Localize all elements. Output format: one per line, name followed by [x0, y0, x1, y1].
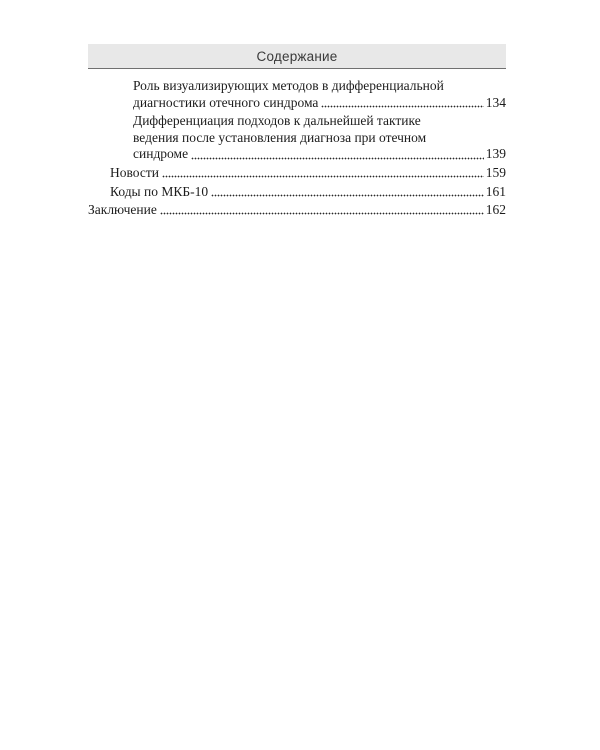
toc-entry [88, 184, 506, 201]
toc-entry-last-line [88, 202, 506, 219]
toc-entry [88, 113, 506, 163]
running-header-title: Содержание [256, 49, 338, 64]
toc-entry-text-line: ведения после установления диагноза при отечном [133, 129, 427, 145]
dot-leader [162, 165, 484, 182]
dot-leader [321, 95, 483, 112]
toc-entry-page-number: 161 [485, 183, 506, 199]
toc-entry-page-number: 134 [485, 94, 506, 110]
toc-entry-text-line: Роль визуализирующих методов в дифференциальной [133, 78, 444, 93]
toc-entry-text: синдроме [133, 146, 189, 162]
toc-entry-last-line [110, 165, 506, 182]
toc-entry-text: Коды по МКБ-10 [110, 183, 209, 199]
table-of-contents [88, 78, 506, 219]
toc-entry-last-line [110, 184, 506, 201]
toc-entry-text: диагностики отечного синдрома [133, 94, 319, 110]
toc-entry-last-line [133, 146, 506, 163]
toc-entry-text: Заключение [88, 202, 157, 218]
toc-entry-text-line: Дифференциация подходов к дальнейшей тактике [133, 113, 421, 129]
toc-entry-page-number: 159 [485, 164, 506, 180]
toc-entry-text: Новости [110, 164, 159, 180]
dot-leader [191, 146, 484, 163]
running-header [88, 44, 506, 69]
toc-entry [88, 165, 506, 182]
dot-leader [211, 184, 484, 201]
toc-entry [88, 202, 506, 219]
toc-entry-page-number: 139 [485, 146, 506, 162]
dot-leader [160, 202, 484, 219]
toc-entry-page-number: 162 [485, 202, 506, 218]
toc-entry-last-line [133, 95, 506, 112]
toc-entry [88, 78, 506, 111]
